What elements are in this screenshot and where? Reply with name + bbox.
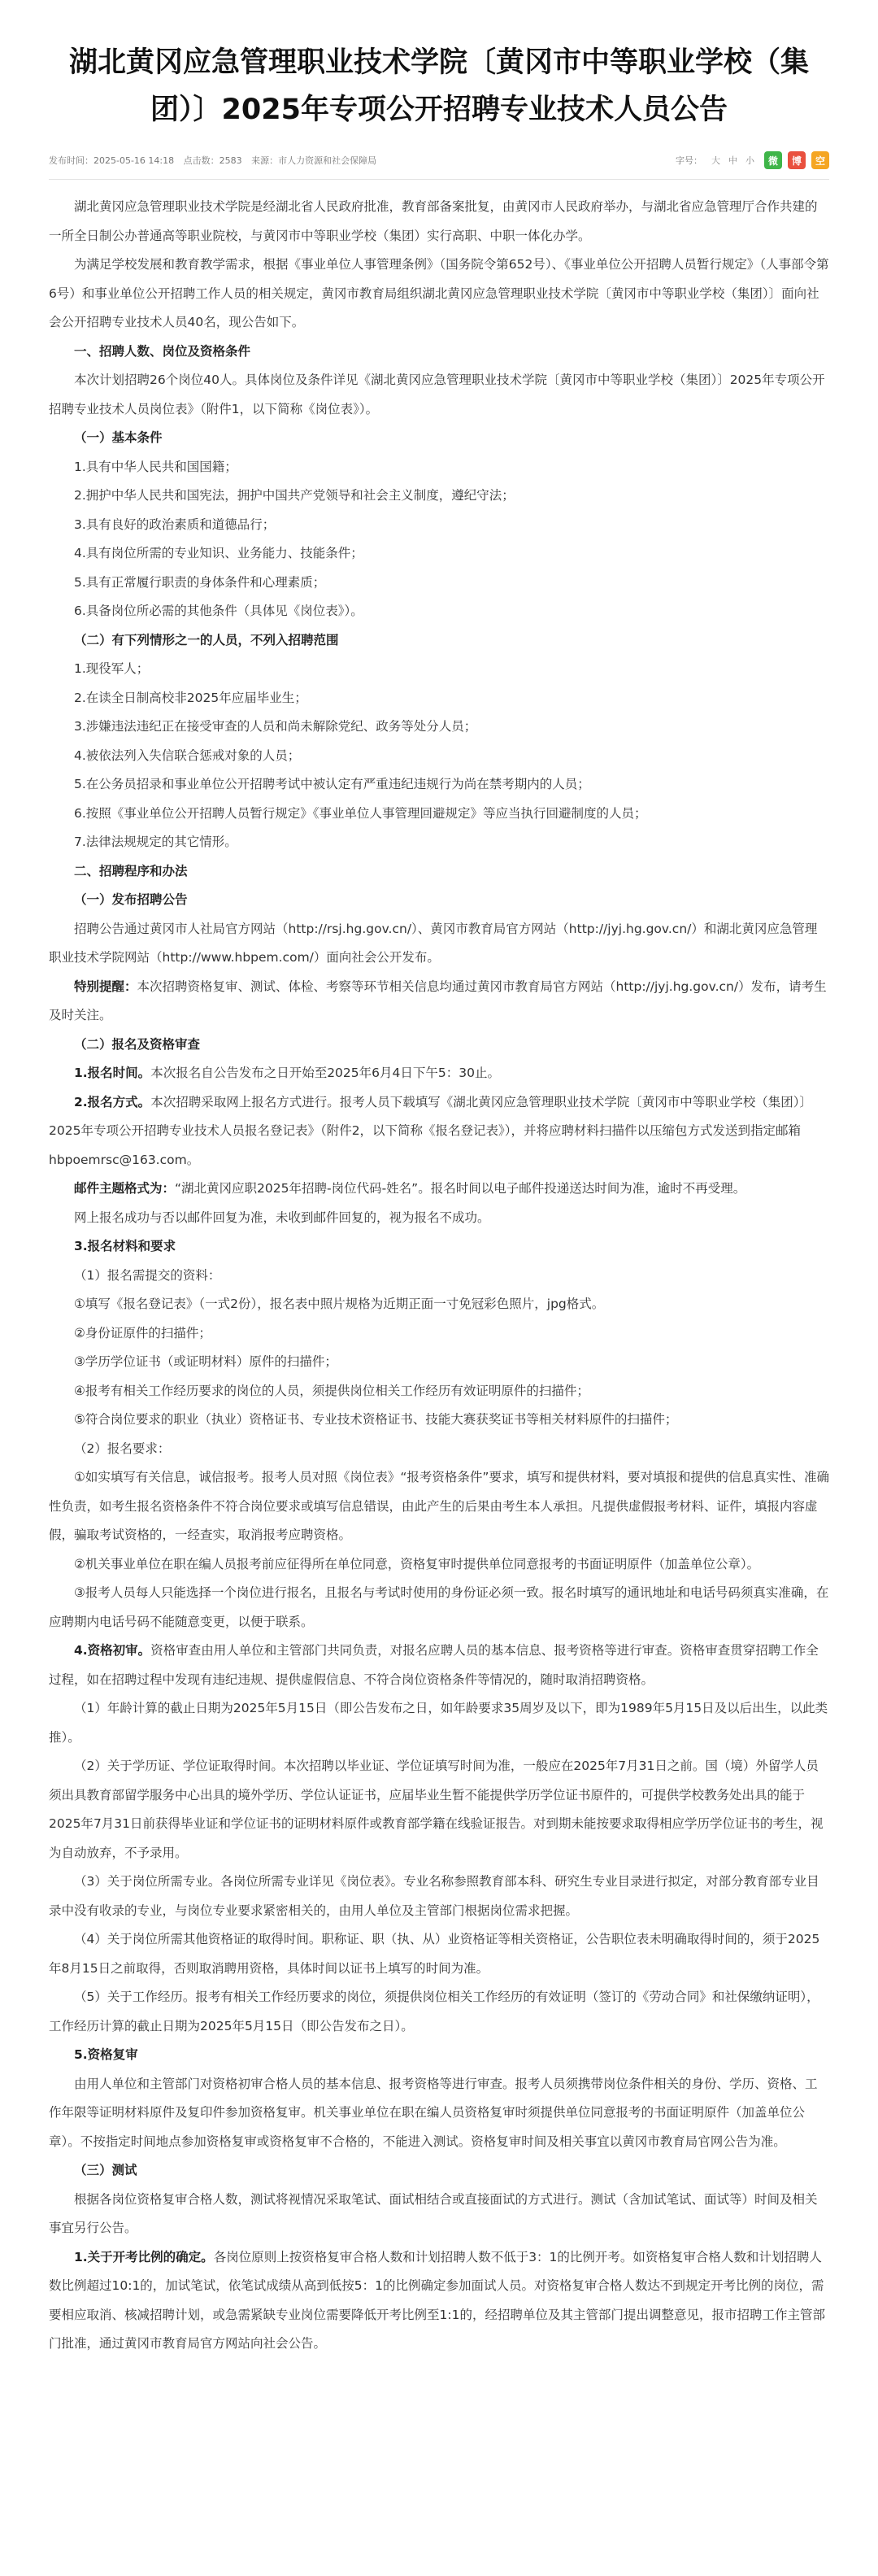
source: 来源：市人力资源和社会保障局 <box>251 155 377 166</box>
click-count: 点击数：2583 <box>183 155 242 166</box>
paragraph: （1）报名需提交的资料： <box>74 1267 221 1283</box>
list-item: （5）关于工作经历。报考有相关工作经历要求的岗位，须提供岗位相关工作经历的有效证明（签订的《劳动合同》和社保缴纳证明），工作经历计算的截止日期为2025年5月15日（即公告发布之日）。 <box>49 1990 819 2033</box>
list-item: ①如实填写有关信息，诚信报考。报考人员对照《岗位表》“报考资格条件”要求，填写和提供材料，要对填报和提供的信息真实性、准确性负责，如考生报名资格条件不符合岗位要求或填写信息错误，由此产生的后果由考生本人承担。凡提供虚假报考材料、证件，填报内容虚假，骗取考试资格的，一经查实，取消报考应聘资格。 <box>49 1470 829 1542</box>
list-item: ①填写《报名登记表》（一式2份），报名表中照片规格为近期正面一寸免冠彩色照片，jpg格式。 <box>74 1297 605 1311</box>
list-item: 6.具备岗位所必需的其他条件（具体见《岗位表》）。 <box>74 604 363 618</box>
list-item: ④报考有相关工作经历要求的岗位的人员，须提供岗位相关工作经历有效证明原件的扫描件； <box>74 1383 589 1398</box>
list-item: 5.在公务员招录和事业单位公开招聘考试中被认定有严重违纪违规行为尚在禁考期内的人员； <box>74 777 590 791</box>
list-item: 2.在读全日制高校非2025年应届毕业生； <box>74 690 307 705</box>
list-item: ②机关事业单位在职在编人员报考前应征得所在单位同意，资格复审时提供单位同意报考的书面证明原件（加盖单位公章）。 <box>74 1556 760 1571</box>
paragraph <box>49 1175 829 1204</box>
list-item: 2.拥护中华人民共和国宪法，拥护中国共产党领导和社会主义制度，遵纪守法； <box>74 488 515 503</box>
font-size-large[interactable]: 大 <box>711 155 720 166</box>
paragraph: 招聘公告通过黄冈市人社局官方网站（http://rsj.hg.gov.cn/）、黄冈市教育局官方网站（http://jyj.hg.gov.cn/）和湖北黄冈应急管理职业技术学院网站（http://www.hbpem.com/）面向社会公开发布。 <box>49 921 818 965</box>
bold-lead: 邮件主题格式为： <box>74 1181 176 1196</box>
item-heading: 3.报名材料和要求 <box>74 1239 176 1253</box>
list-item: 1.现役军人； <box>74 661 150 676</box>
paragraph-text: 本次报名自公告发布之日开始至2025年6月4日下午5：30止。 <box>150 1066 500 1080</box>
list-item: 6.按照《事业单位公开招聘人员暂行规定》《事业单位人事管理回避规定》等应当执行回避制度的人员； <box>74 805 647 821</box>
paragraph-text: 本次招聘采取网上报名方式进行。报考人员下载填写《湖北黄冈应急管理职业技术学院〔黄冈市中等职业学校（集团）〕2025年专项公开招聘专业技术人员报名登记表》（附件2，以下简称《报名登记表》），并将应聘材料扫描件以压缩包方式发送到指定邮箱hbpoemrsc@163.com。 <box>49 1094 812 1167</box>
publish-time: 发布时间：2025-05-16 14:18 <box>49 155 175 166</box>
paragraph: 网上报名成功与否以邮件回复为准，未收到邮件回复的，视为报名不成功。 <box>74 1210 490 1225</box>
paragraph: 根据各岗位资格复审合格人数，测试将视情况采取笔试、面试相结合或直接面试的方式进行。测试（含加试笔试、面试等）时间及相关事宜另行公告。 <box>49 2191 818 2235</box>
list-item: 5.具有正常履行职责的身体条件和心理素质； <box>74 574 326 590</box>
paragraph: 本次计划招聘26个岗位40人。具体岗位及条件详见《湖北黄冈应急管理职业技术学院〔黄冈市中等职业学校（集团）〕2025年专项公开招聘专业技术人员岗位表》（附件1，以下简称《岗位表》）。 <box>49 373 825 416</box>
font-size-small[interactable]: 小 <box>745 155 754 166</box>
paragraph: 由用人单位和主管部门对资格初审合格人员的基本信息、报考资格等进行审查。报考人员须携带岗位条件相关的身份、学历、资格、工作年限等证明材料原件及复印件参加资格复审。机关事业单位在职在编人员资格复审时须提供单位同意报考的书面证明原件（加盖单位公章）。不按指定时间地点参加资格复审或资格复审不合格的，不能进入测试。资格复审时间及相关事宜以黄冈市教育局官网公告为准。 <box>49 2076 818 2149</box>
list-item: 3.涉嫌违法违纪正在接受审查的人员和尚未解除党纪、政务等处分人员； <box>74 719 477 734</box>
meta-info <box>49 154 383 167</box>
list-item: 1.具有中华人民共和国国籍； <box>74 459 237 474</box>
list-item: 3.具有良好的政治素质和道德品行； <box>74 517 276 532</box>
share-wechat-icon[interactable]: 微 <box>764 151 782 169</box>
subsection-heading: （一）发布招聘公告 <box>74 892 188 907</box>
article-title <box>49 39 829 133</box>
paragraph: （2）报名要求： <box>74 1441 171 1456</box>
section-heading: 二、招聘程序和办法 <box>74 863 188 878</box>
bold-lead: 特别提醒： <box>74 979 137 994</box>
list-item: （3）关于岗位所需专业。各岗位所需专业详见《岗位表》。专业名称参照教育部本科、研究生专业目录进行拟定，对部分教育部专业目录中没有收录的专业，与岗位专业要求紧密相关的，由用人单位及主管部门根据岗位需求把握。 <box>49 1874 819 1918</box>
list-item: （4）关于岗位所需其他资格证的取得时间。职称证、职（执、从）业资格证等相关资格证，公告职位表未明确取得时间的，须于2025年8月15日之前取得，否则取消聘用资格，具体时间以证书上填写的时间为准。 <box>49 1932 820 1976</box>
list-item: ③报考人员每人只能选择一个岗位进行报名，且报名与考试时使用的身份证必须一致。报名时填写的通讯地址和电话号码须真实准确，在应聘期内电话号码不能随意变更，以便于联系。 <box>49 1585 829 1629</box>
title-line-2: 团）〕2025年专项公开招聘专业技术人员公告 <box>150 94 728 126</box>
subsection-heading: （二）报名及资格审查 <box>74 1036 201 1052</box>
subsection-heading: （三）测试 <box>74 2163 137 2177</box>
list-item: 4.被依法列入失信联合惩戒对象的人员； <box>74 748 301 763</box>
paragraph-text: 各岗位原则上按资格复审合格人数和计划招聘人数不低于3：1的比例开考。如资格复审合格人数和计划招聘人数比例超过10:1的，加试笔试，依笔试成绩从高到低按5：1的比例确定参加面试人员。对资格复审合格人数达不到规定开考比例的岗位，需要相应取消、核减招聘计划，或急需紧缺专业岗位需要降低开考比例至1:1的，经招聘单位及其主管部门提出调整意见，报市招聘工作主管部门批准，通过黄冈市教育局官方网站向社会公告。 <box>49 2249 825 2351</box>
share-qzone-icon[interactable]: 空 <box>811 151 829 169</box>
font-size-label: 字号： <box>676 155 702 166</box>
meta-tools <box>676 151 829 169</box>
list-item: ③学历学位证书（或证明材料）原件的扫描件； <box>74 1354 337 1369</box>
subsection-heading: （一）基本条件 <box>74 430 163 445</box>
font-size-medium[interactable]: 中 <box>728 155 737 166</box>
paragraph <box>49 1637 829 1694</box>
bold-lead: 1.关于开考比例的确定。 <box>74 2249 214 2264</box>
paragraph: 为满足学校发展和教育教学需求，根据《事业单位人事管理条例》（国务院令第652号）、《事业单位公开招聘人员暂行规定》（人事部令第6号）和事业单位公开招聘工作人员的相关规定，黄冈市教育局组织湖北黄冈应急管理职业技术学院〔黄冈市中等职业学校（集团）〕面向社会公开招聘专业技术人员40名，现公告如下。 <box>49 257 829 329</box>
bold-lead: 1.报名时间。 <box>74 1066 151 1080</box>
article-meta-bar <box>49 151 829 180</box>
list-item: ⑤符合岗位要求的职业（执业）资格证书、专业技术资格证书、技能大赛获奖证书等相关材料原件的扫描件； <box>74 1412 678 1427</box>
section-heading: 一、招聘人数、岗位及资格条件 <box>74 343 251 359</box>
paragraph <box>49 1059 829 1088</box>
paragraph-text: 本次招聘资格复审、测试、体检、考察等环节相关信息均通过黄冈市教育局官方网站（http://jyj.hg.gov.cn/）发布，请考生及时关注。 <box>49 979 827 1022</box>
paragraph <box>49 973 829 1031</box>
subsection-heading: （二）有下列情形之一的人员，不列入招聘范围 <box>74 632 339 647</box>
list-item: ②身份证原件的扫描件； <box>74 1325 211 1340</box>
list-item: 4.具有岗位所需的专业知识、业务能力、技能条件； <box>74 546 363 560</box>
item-heading: 5.资格复审 <box>74 2047 138 2062</box>
article-body <box>49 193 829 2359</box>
bold-lead: 2.报名方式。 <box>74 1094 151 1109</box>
bold-lead: 4.资格初审。 <box>74 1643 151 1658</box>
list-item: （1）年龄计算的截止日期为2025年5月15日（即公告发布之日，如年龄要求35周岁及以下，即为1989年5月15日及以后出生，以此类推）。 <box>49 1701 828 1745</box>
share-weibo-icon[interactable]: 博 <box>788 151 806 169</box>
paragraph <box>49 1088 829 1175</box>
list-item: （2）关于学历证、学位证取得时间。本次招聘以毕业证、学位证填写时间为准，一般应在2025年7月31日之前。国（境）外留学人员须出具教育部留学服务中心出具的境外学历、学位认证证书，应届毕业生暂不能提供学历学位证书原件的，可提供学校教务处出具的能于2025年7月31日前获得毕业证和学位证书的证明材料原件或教育部学籍在线验证报告。对到期未能按要求取得相应学历学位证书的考生，视为自动放弃，不予录用。 <box>49 1759 824 1860</box>
list-item: 7.法律法规规定的其它情形。 <box>74 835 237 849</box>
paragraph <box>49 2243 829 2359</box>
paragraph-text: 资格审查由用人单位和主管部门共同负责，对报名应聘人员的基本信息、报考资格等进行审查。资格审查贯穿招聘工作全过程，如在招聘过程中发现有违纪违规、提供虚假信息、不符合岗位资格条件等情况的，随时取消招聘资格。 <box>49 1643 819 1687</box>
title-line-1: 湖北黄冈应急管理职业技术学院〔黄冈市中等职业学校（集 <box>68 46 809 79</box>
paragraph: 湖北黄冈应急管理职业技术学院是经湖北省人民政府批准，教育部备案批复，由黄冈市人民政府举办，与湖北省应急管理厅合作共建的一所全日制公办普通高等职业院校，与黄冈市中等职业学校（集团）实行高职、中职一体化办学。 <box>49 199 818 243</box>
paragraph-text: “湖北黄冈应职2025年招聘-岗位代码-姓名”。报名时间以电子邮件投递送达时间为准，逾时不再受理。 <box>175 1181 746 1196</box>
